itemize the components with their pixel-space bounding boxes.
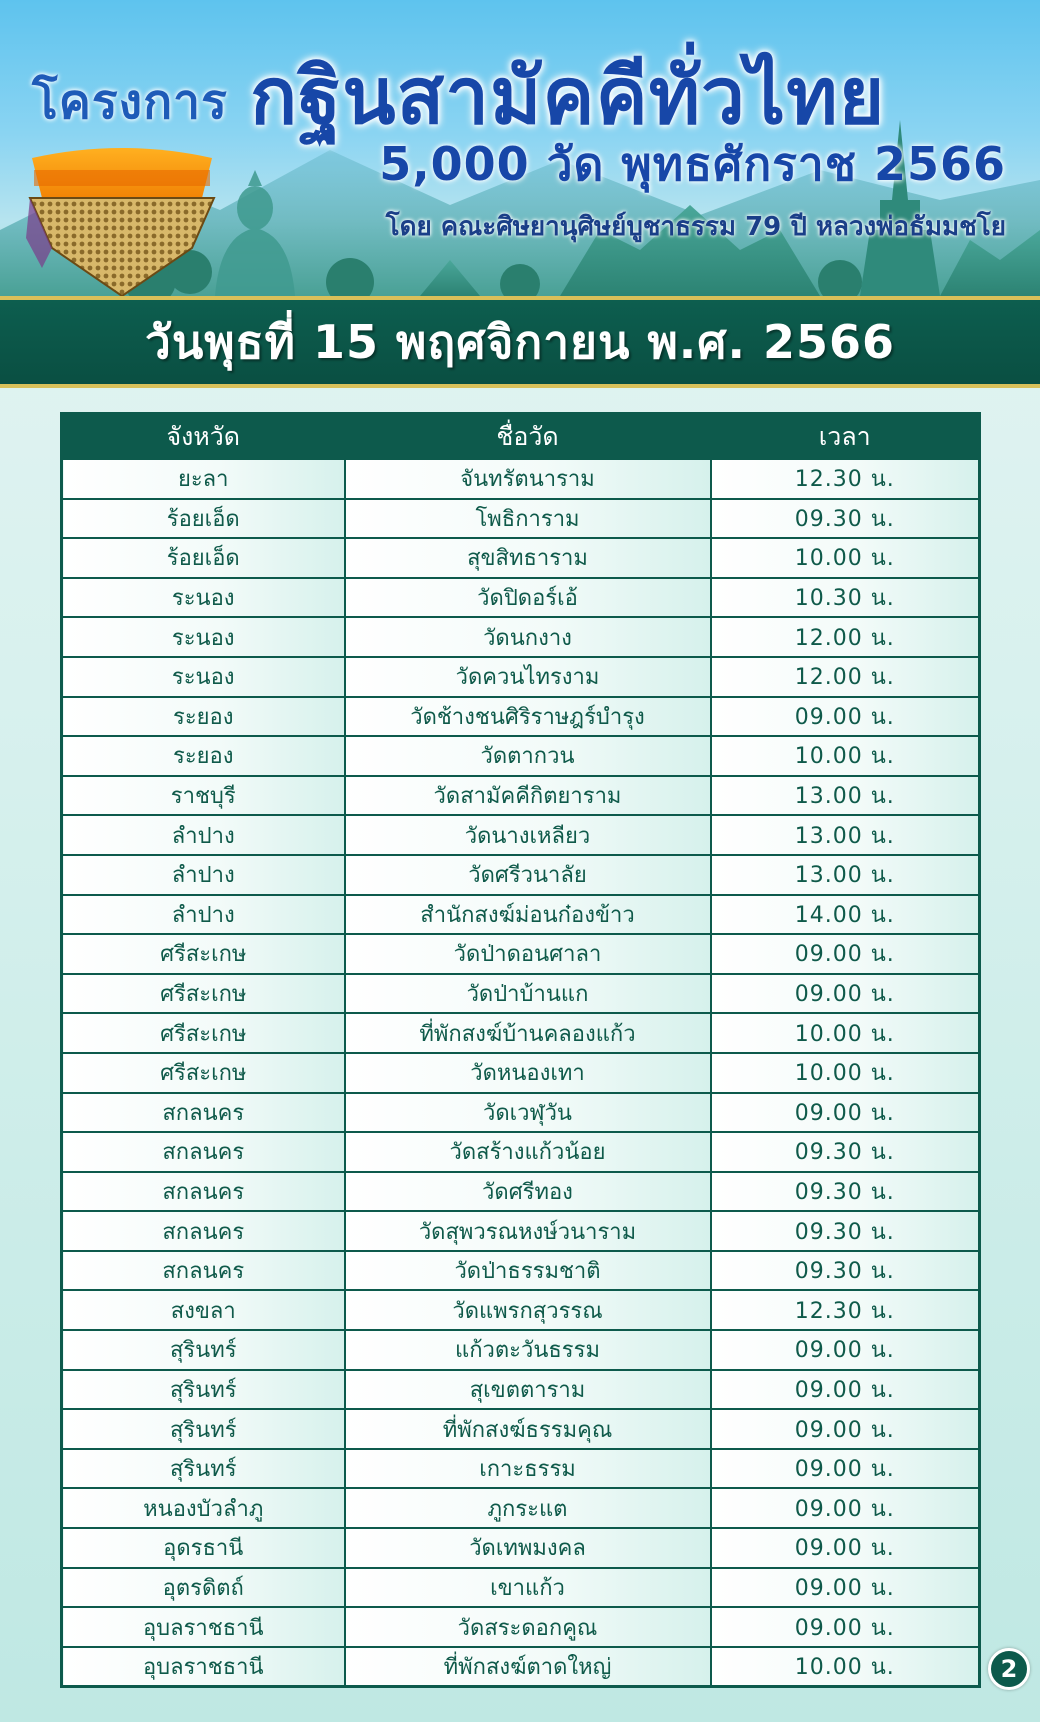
province-cell: ร้อยเอ็ด — [62, 499, 345, 539]
table-row — [62, 1647, 980, 1687]
temple-name-cell: วัดปิดอร์เอ้ — [345, 578, 711, 618]
temple-name-cell: โพธิการาม — [345, 499, 711, 539]
province-cell: สุรินทร์ — [62, 1330, 345, 1370]
province-cell: ศรีสะเกษ — [62, 974, 345, 1014]
province-cell: ระนอง — [62, 617, 345, 657]
temple-name-cell: สำนักสงฆ์ม่อนก๋องข้าว — [345, 895, 711, 935]
date-band — [0, 296, 1040, 388]
time-cell: 09.30 น. — [711, 499, 980, 539]
table-row — [62, 1211, 980, 1251]
time-cell: 10.00 น. — [711, 1013, 980, 1053]
table-row — [62, 1607, 980, 1647]
table-row — [62, 1330, 980, 1370]
table-row — [62, 1449, 980, 1489]
page-number-badge: 2 — [988, 1648, 1030, 1690]
table-row — [62, 895, 980, 935]
province-cell: ศรีสะเกษ — [62, 1053, 345, 1093]
table-row — [62, 1370, 980, 1410]
table-row — [62, 1409, 980, 1449]
time-cell: 09.00 น. — [711, 1330, 980, 1370]
temple-name-cell: วัดศรีวนาลัย — [345, 855, 711, 895]
temple-name-cell: วัดสร้างแก้วน้อย — [345, 1132, 711, 1172]
province-cell: ราชบุรี — [62, 776, 345, 816]
time-cell: 09.30 น. — [711, 1132, 980, 1172]
temple-name-cell: วัดแพรกสุวรรณ — [345, 1290, 711, 1330]
temple-name-cell: วัดตากวน — [345, 736, 711, 776]
project-subtitle: 5,000 วัด พุทธศักราช 2566 — [379, 137, 1006, 191]
time-cell: 13.00 น. — [711, 776, 980, 816]
temple-name-cell: วัดนางเหลียว — [345, 815, 711, 855]
table-row — [62, 776, 980, 816]
time-cell: 13.00 น. — [711, 855, 980, 895]
province-cell: ลำปาง — [62, 815, 345, 855]
time-cell: 09.00 น. — [711, 697, 980, 737]
temple-name-cell: ที่พักสงฆ์บ้านคลองแก้ว — [345, 1013, 711, 1053]
time-cell: 09.00 น. — [711, 1488, 980, 1528]
temple-name-cell: วัดหนองเทา — [345, 1053, 711, 1093]
project-organizer: โดย คณะศิษยานุศิษย์บูชาธรรม 79 ปี หลวงพ่อธัมมชโย — [385, 212, 1006, 242]
temple-name-cell: วัดเทพมงคล — [345, 1528, 711, 1568]
temple-name-cell: วัดนกงาง — [345, 617, 711, 657]
province-cell: หนองบัวลำภู — [62, 1488, 345, 1528]
temple-name-cell: วัดสุพวรณหงษ์วนาราม — [345, 1211, 711, 1251]
province-cell: ลำปาง — [62, 895, 345, 935]
province-cell: ศรีสะเกษ — [62, 934, 345, 974]
province-cell: สุรินทร์ — [62, 1370, 345, 1410]
time-cell: 09.30 น. — [711, 1211, 980, 1251]
table-row — [62, 697, 980, 737]
time-cell: 09.30 น. — [711, 1251, 980, 1291]
temple-name-cell: ที่พักสงฆ์ตาดใหญ่ — [345, 1647, 711, 1687]
time-cell: 09.00 น. — [711, 1607, 980, 1647]
temple-name-cell: วัดสระดอกคูณ — [345, 1607, 711, 1647]
time-cell: 14.00 น. — [711, 895, 980, 935]
time-cell: 09.30 น. — [711, 1172, 980, 1212]
time-cell: 09.00 น. — [711, 1449, 980, 1489]
temple-name-cell: สุเขตตาราม — [345, 1370, 711, 1410]
table-row — [62, 538, 980, 578]
kathina-robe-icon — [22, 128, 222, 296]
time-cell: 09.00 น. — [711, 1093, 980, 1133]
temple-name-cell: เขาแก้ว — [345, 1568, 711, 1608]
time-cell: 10.00 น. — [711, 1053, 980, 1093]
time-cell: 09.00 น. — [711, 934, 980, 974]
province-cell: อุบลราชธานี — [62, 1607, 345, 1647]
table-row — [62, 459, 980, 499]
time-cell: 09.00 น. — [711, 1370, 980, 1410]
temple-name-cell: วัดเวฬุวัน — [345, 1093, 711, 1133]
table-row — [62, 1013, 980, 1053]
project-prefix: โครงการ — [32, 74, 228, 130]
time-cell: 10.30 น. — [711, 578, 980, 618]
temple-name-cell: แก้วตะวันธรรม — [345, 1330, 711, 1370]
table-row — [62, 974, 980, 1014]
province-cell: สงขลา — [62, 1290, 345, 1330]
time-cell: 09.00 น. — [711, 1409, 980, 1449]
province-cell: ระยอง — [62, 736, 345, 776]
time-cell: 12.00 น. — [711, 617, 980, 657]
province-cell: ยะลา — [62, 459, 345, 499]
time-cell: 10.00 น. — [711, 538, 980, 578]
event-date: วันพุธที่ 15 พฤศจิกายน พ.ศ. 2566 — [145, 314, 895, 369]
province-cell: สุรินทร์ — [62, 1449, 345, 1489]
temple-name-cell: สุขสิทธาราม — [345, 538, 711, 578]
temple-name-cell: วัดช้างชนศิริราษฎร์บำรุง — [345, 697, 711, 737]
table-row — [62, 1053, 980, 1093]
table-row — [62, 617, 980, 657]
table-row — [62, 1290, 980, 1330]
schedule-table — [60, 412, 981, 1688]
table-body — [62, 459, 980, 1687]
time-cell: 09.00 น. — [711, 974, 980, 1014]
province-cell: อุบลราชธานี — [62, 1647, 345, 1687]
table-row — [62, 934, 980, 974]
temple-name-cell: วัดป่าดอนศาลา — [345, 934, 711, 974]
temple-name-cell: ที่พักสงฆ์ธรรมคุณ — [345, 1409, 711, 1449]
temple-name-cell: วัดควนไทรงาม — [345, 657, 711, 697]
temple-name-cell: ภูกระแต — [345, 1488, 711, 1528]
province-cell: สุรินทร์ — [62, 1409, 345, 1449]
table-row — [62, 815, 980, 855]
table-header-row — [62, 414, 980, 460]
header-banner — [0, 0, 1040, 296]
table-row — [62, 657, 980, 697]
province-cell: ระนอง — [62, 657, 345, 697]
temple-name-cell: จันทรัตนาราม — [345, 459, 711, 499]
province-cell: สกลนคร — [62, 1211, 345, 1251]
province-cell: อุดรธานี — [62, 1528, 345, 1568]
time-cell: 09.00 น. — [711, 1528, 980, 1568]
time-cell: 10.00 น. — [711, 736, 980, 776]
table-row — [62, 855, 980, 895]
table-row — [62, 1132, 980, 1172]
time-cell: 09.00 น. — [711, 1568, 980, 1608]
column-header-time: เวลา — [711, 414, 980, 460]
table-row — [62, 578, 980, 618]
table-row — [62, 1172, 980, 1212]
table-row — [62, 1251, 980, 1291]
province-cell: อุตรดิตถ์ — [62, 1568, 345, 1608]
table-row — [62, 499, 980, 539]
province-cell: สกลนคร — [62, 1093, 345, 1133]
time-cell: 12.30 น. — [711, 459, 980, 499]
province-cell: สกลนคร — [62, 1172, 345, 1212]
temple-name-cell: วัดป่าธรรมชาติ — [345, 1251, 711, 1291]
province-cell: ระยอง — [62, 697, 345, 737]
time-cell: 12.30 น. — [711, 1290, 980, 1330]
temple-name-cell: วัดสามัคคีกิตยาราม — [345, 776, 711, 816]
temple-name-cell: เกาะธรรม — [345, 1449, 711, 1489]
time-cell: 10.00 น. — [711, 1647, 980, 1687]
table-row — [62, 1488, 980, 1528]
time-cell: 12.00 น. — [711, 657, 980, 697]
province-cell: ลำปาง — [62, 855, 345, 895]
table-row — [62, 1568, 980, 1608]
project-title: กฐินสามัคคีทั่วไทย — [250, 52, 886, 142]
temple-name-cell: วัดศรีทอง — [345, 1172, 711, 1212]
table-row — [62, 1528, 980, 1568]
table-row — [62, 736, 980, 776]
temple-name-cell: วัดป่าบ้านแก — [345, 974, 711, 1014]
table-row — [62, 1093, 980, 1133]
province-cell: ศรีสะเกษ — [62, 1013, 345, 1053]
column-header-province: จังหวัด — [62, 414, 345, 460]
time-cell: 13.00 น. — [711, 815, 980, 855]
province-cell: ร้อยเอ็ด — [62, 538, 345, 578]
province-cell: สกลนคร — [62, 1132, 345, 1172]
schedule-table-container — [60, 412, 978, 1688]
column-header-temple: ชื่อวัด — [345, 414, 711, 460]
province-cell: ระนอง — [62, 578, 345, 618]
province-cell: สกลนคร — [62, 1251, 345, 1291]
